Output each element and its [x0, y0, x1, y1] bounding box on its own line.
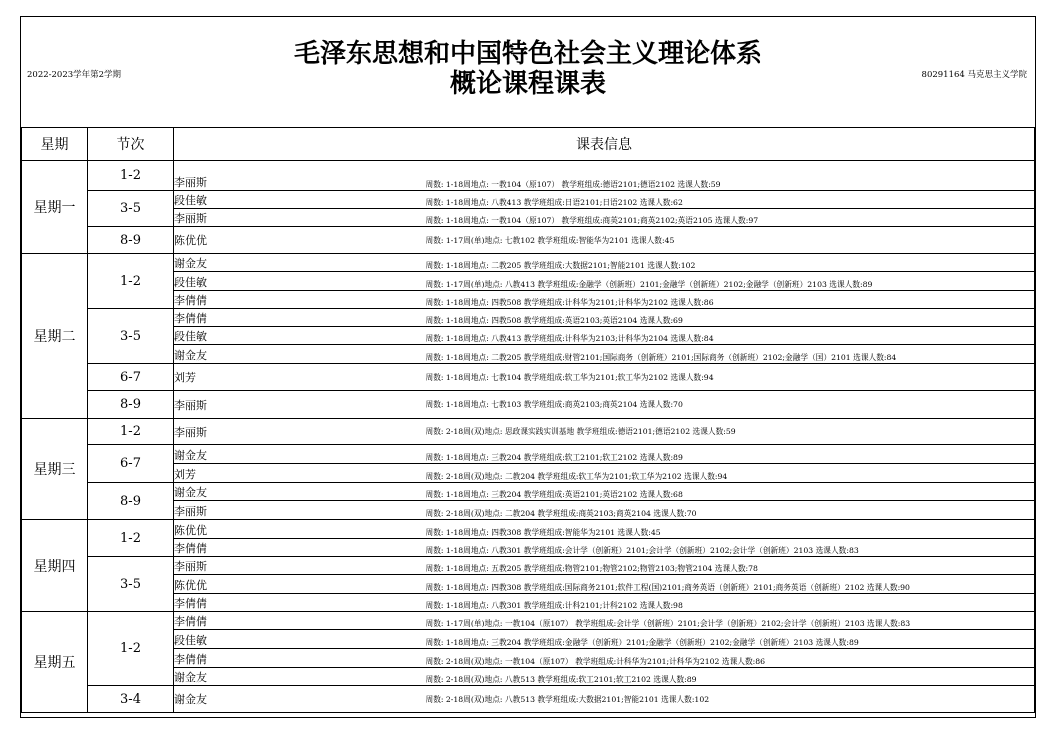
table-row — [22, 575, 1035, 594]
course-info: 周数: 2-18周(双)地点: 八教513 教学班组成:软工2101;软工2102 选课人数:89 — [426, 668, 1035, 686]
teacher-name: 李丽斯 — [174, 391, 426, 419]
teacher-name: 李丽斯 — [174, 557, 426, 575]
course-info: 周数: 1-18周地点: 二教205 教学班组成:大数据2101;智能2101 选课人数:102 — [426, 254, 1035, 272]
title-line-2: 概论课程课表 — [449, 69, 606, 99]
teacher-name: 谢金友 — [174, 345, 426, 364]
table-row — [22, 501, 1035, 520]
table-row — [22, 209, 1035, 227]
session-cell: 8-9 — [88, 391, 174, 419]
session-cell: 8-9 — [88, 483, 174, 520]
teacher-name: 陈优优 — [174, 520, 426, 539]
course-info: 周数: 2-18周(双)地点: 二教204 教学班组成:软工华为2101;软工华为2102 选课人数:94 — [426, 464, 1035, 483]
schedule-sheet — [20, 16, 1036, 718]
course-info: 周数: 1-18周地点: 四教508 教学班组成:英语2103;英语2104 选课人数:69 — [426, 309, 1035, 327]
teacher-name: 陈优优 — [174, 227, 426, 254]
teacher-name: 刘芳 — [174, 464, 426, 483]
schedule-table — [21, 127, 1035, 713]
session-cell: 3-5 — [88, 191, 174, 227]
course-info: 周数: 1-17周(单)地点: 一教104（原107） 教学班组成:会计学（创新班）2101;会计学（创新班）2102;会计学（创新班）2103 选课人数:83 — [426, 612, 1035, 630]
course-info: 周数: 1-18周地点: 三教204 教学班组成:英语2101;英语2102 选课人数:68 — [426, 483, 1035, 501]
teacher-name: 段佳敏 — [174, 191, 426, 209]
teacher-name: 李丽斯 — [174, 419, 426, 445]
teacher-name: 李丽斯 — [174, 209, 426, 227]
table-row — [22, 630, 1035, 649]
table-row — [22, 419, 1035, 445]
teacher-name: 李倩倩 — [174, 539, 426, 557]
course-info: 周数: 2-18周(双)地点: 一教104（原107） 教学班组成:计科华为2101;计科华为2102 选课人数:86 — [426, 649, 1035, 668]
teacher-name: 李丽斯 — [174, 161, 426, 191]
table-row — [22, 345, 1035, 364]
session-cell: 1-2 — [88, 419, 174, 445]
table-row — [22, 391, 1035, 419]
teacher-name: 谢金友 — [174, 254, 426, 272]
course-info: 周数: 1-18周地点: 八教301 教学班组成:计科2101;计科2102 选课人数:98 — [426, 594, 1035, 612]
table-row — [22, 291, 1035, 309]
table-row — [22, 191, 1035, 209]
course-info: 周数: 1-18周地点: 四教508 教学班组成:计科华为2101;计科华为2102 选课人数:86 — [426, 291, 1035, 309]
table-row — [22, 464, 1035, 483]
session-cell: 1-2 — [88, 254, 174, 309]
table-row — [22, 161, 1035, 191]
course-info: 周数: 2-18周(双)地点: 二教204 教学班组成:商英2103;商英2104 选课人数:70 — [426, 501, 1035, 520]
col-header-session: 节次 — [88, 128, 174, 161]
session-cell: 1-2 — [88, 612, 174, 686]
table-row — [22, 364, 1035, 391]
course-info: 周数: 1-18周地点: 七教104 教学班组成:软工华为2101;软工华为2102 选课人数:94 — [426, 364, 1035, 391]
teacher-name: 谢金友 — [174, 483, 426, 501]
course-info: 周数: 1-18周地点: 三教204 教学班组成:软工2101;软工2102 选课人数:89 — [426, 445, 1035, 464]
col-header-day: 星期 — [22, 128, 88, 161]
session-cell: 1-2 — [88, 161, 174, 191]
table-row — [22, 227, 1035, 254]
table-row — [22, 594, 1035, 612]
course-info: 周数: 1-18周地点: 八教413 教学班组成:计科华为2103;计科华为2104 选课人数:84 — [426, 327, 1035, 345]
day-cell: 星期三 — [22, 419, 88, 520]
table-row — [22, 520, 1035, 539]
teacher-name: 李丽斯 — [174, 501, 426, 520]
course-info: 周数: 1-18周地点: 二教205 教学班组成:财管2101;国际商务（创新班）2101;国际商务（创新班）2102;金融学（国）2101 选课人数:84 — [426, 345, 1035, 364]
course-info: 周数: 1-18周地点: 三教204 教学班组成:金融学（创新班）2101;金融学（创新班）2102;金融学（创新班）2103 选课人数:89 — [426, 630, 1035, 649]
teacher-name: 谢金友 — [174, 445, 426, 464]
course-info: 周数: 1-18周地点: 八教413 教学班组成:日语2101;日语2102 选课人数:62 — [426, 191, 1035, 209]
session-cell: 6-7 — [88, 364, 174, 391]
day-cell: 星期二 — [22, 254, 88, 419]
course-info: 周数: 1-18周地点: 五教205 教学班组成:物管2101;物管2102;物管2103;物管2104 选课人数:78 — [426, 557, 1035, 575]
teacher-name: 李倩倩 — [174, 594, 426, 612]
teacher-name: 陈优优 — [174, 575, 426, 594]
table-row — [22, 309, 1035, 327]
table-row — [22, 327, 1035, 345]
session-cell: 3-5 — [88, 309, 174, 364]
col-header-info: 课表信息 — [174, 128, 1035, 161]
teacher-name: 段佳敏 — [174, 327, 426, 345]
table-row — [22, 649, 1035, 668]
course-info: 周数: 1-18周地点: 一教104（原107） 教学班组成:商英2101;商英2102;英语2105 选课人数:97 — [426, 209, 1035, 227]
department-label: 80291164 马克思主义学院 — [921, 70, 1027, 80]
table-row — [22, 612, 1035, 630]
page-title — [21, 39, 1035, 99]
course-info: 周数: 1-18周地点: 一教104（原107） 教学班组成:德语2101;德语2102 选课人数:59 — [426, 161, 1035, 191]
teacher-name: 刘芳 — [174, 364, 426, 391]
teacher-name: 段佳敏 — [174, 272, 426, 291]
session-cell: 8-9 — [88, 227, 174, 254]
teacher-name: 段佳敏 — [174, 630, 426, 649]
session-cell: 3-4 — [88, 686, 174, 713]
table-row — [22, 445, 1035, 464]
table-row — [22, 539, 1035, 557]
term-label: 2022-2023学年第2学期 — [27, 70, 122, 80]
day-cell: 星期五 — [22, 612, 88, 713]
table-row — [22, 668, 1035, 686]
course-info: 周数: 2-18周(双)地点: 思政课实践实训基地 教学班组成:德语2101;德语2102 选课人数:59 — [426, 419, 1035, 445]
title-line-1: 毛泽东思想和中国特色社会主义理论体系 — [293, 39, 762, 69]
header-row — [22, 128, 1035, 161]
sheet-header — [21, 17, 1035, 128]
table-row — [22, 686, 1035, 713]
teacher-name: 李倩倩 — [174, 291, 426, 309]
course-info: 周数: 2-18周(双)地点: 八教513 教学班组成:大数据2101;智能2101 选课人数:102 — [426, 686, 1035, 713]
teacher-name: 李倩倩 — [174, 309, 426, 327]
course-info: 周数: 1-18周地点: 七教103 教学班组成:商英2103;商英2104 选课人数:70 — [426, 391, 1035, 419]
day-cell: 星期一 — [22, 161, 88, 254]
day-cell: 星期四 — [22, 520, 88, 612]
teacher-name: 谢金友 — [174, 686, 426, 713]
course-info: 周数: 1-18周地点: 四教308 教学班组成:智能华为2101 选课人数:45 — [426, 520, 1035, 539]
teacher-name: 李倩倩 — [174, 612, 426, 630]
table-row — [22, 557, 1035, 575]
session-cell: 1-2 — [88, 520, 174, 557]
table-row — [22, 483, 1035, 501]
course-info: 周数: 1-18周地点: 八教301 教学班组成:会计学（创新班）2101;会计学（创新班）2102;会计学（创新班）2103 选课人数:83 — [426, 539, 1035, 557]
table-row — [22, 272, 1035, 291]
table-row — [22, 254, 1035, 272]
session-cell: 6-7 — [88, 445, 174, 483]
course-info: 周数: 1-17周(单)地点: 七教102 教学班组成:智能华为2101 选课人数:45 — [426, 227, 1035, 254]
course-info: 周数: 1-18周地点: 四教308 教学班组成:国际商务2101;软件工程(国)2101;商务英语（创新班）2101;商务英语（创新班）2102 选课人数:90 — [426, 575, 1035, 594]
teacher-name: 李倩倩 — [174, 649, 426, 668]
session-cell: 3-5 — [88, 557, 174, 612]
course-info: 周数: 1-17周(单)地点: 八教413 教学班组成:金融学（创新班）2101;金融学（创新班）2102;金融学（创新班）2103 选课人数:89 — [426, 272, 1035, 291]
teacher-name: 谢金友 — [174, 668, 426, 686]
